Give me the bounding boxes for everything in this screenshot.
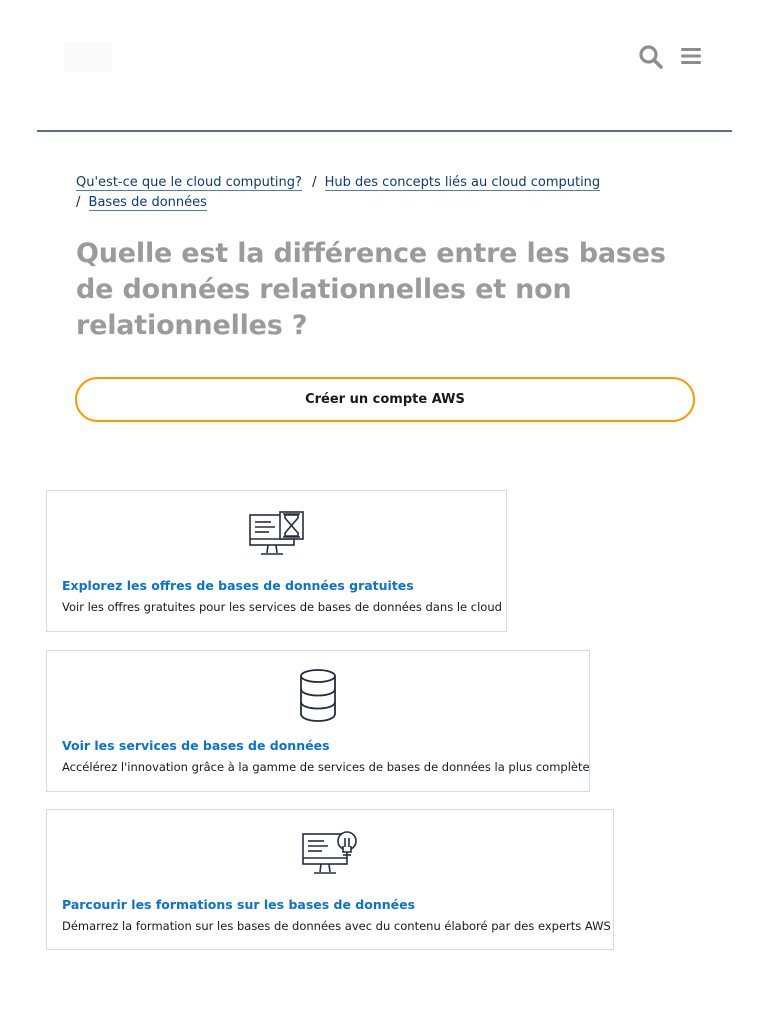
- site-header: [0, 0, 768, 132]
- card-description: Voir les offres gratuites pour les services de bases de données dans le cloud: [62, 600, 502, 614]
- card-description: Accélérez l'innovation grâce à la gamme de services de bases de données la plus complète: [62, 760, 590, 774]
- search-icon[interactable]: [638, 44, 664, 70]
- database-icon: [297, 667, 339, 723]
- breadcrumb-link-concepts-hub[interactable]: Hub des concepts liés au cloud computing: [324, 175, 601, 190]
- breadcrumb: [76, 173, 696, 213]
- page-title: Quelle est la différence entre les bases de données relationnelles et non relationnelles ?: [76, 238, 666, 341]
- breadcrumb-separator: /: [312, 175, 317, 190]
- create-account-button[interactable]: Créer un compte AWS: [75, 377, 695, 422]
- breadcrumb-link-cloud-computing[interactable]: Qu'est-ce que le cloud computing?: [76, 175, 302, 190]
- card-title[interactable]: Voir les services de bases de données: [62, 738, 330, 753]
- header-divider: [37, 130, 732, 132]
- card-description: Démarrez la formation sur les bases de données avec du contenu élaboré par des experts AWS: [62, 919, 611, 933]
- card-free-database-offers[interactable]: [46, 490, 507, 632]
- aws-logo[interactable]: [64, 42, 112, 72]
- breadcrumb-link-databases[interactable]: Bases de données: [88, 195, 207, 210]
- monitor-hourglass-icon: [247, 511, 307, 559]
- hamburger-menu-icon[interactable]: [679, 45, 703, 67]
- breadcrumb-separator: /: [76, 195, 81, 210]
- card-database-training[interactable]: [46, 809, 614, 950]
- monitor-lightbulb-icon: [300, 830, 360, 878]
- card-database-services[interactable]: [46, 650, 590, 792]
- card-title[interactable]: Explorez les offres de bases de données gratuites: [62, 578, 414, 593]
- card-title[interactable]: Parcourir les formations sur les bases de données: [62, 897, 416, 912]
